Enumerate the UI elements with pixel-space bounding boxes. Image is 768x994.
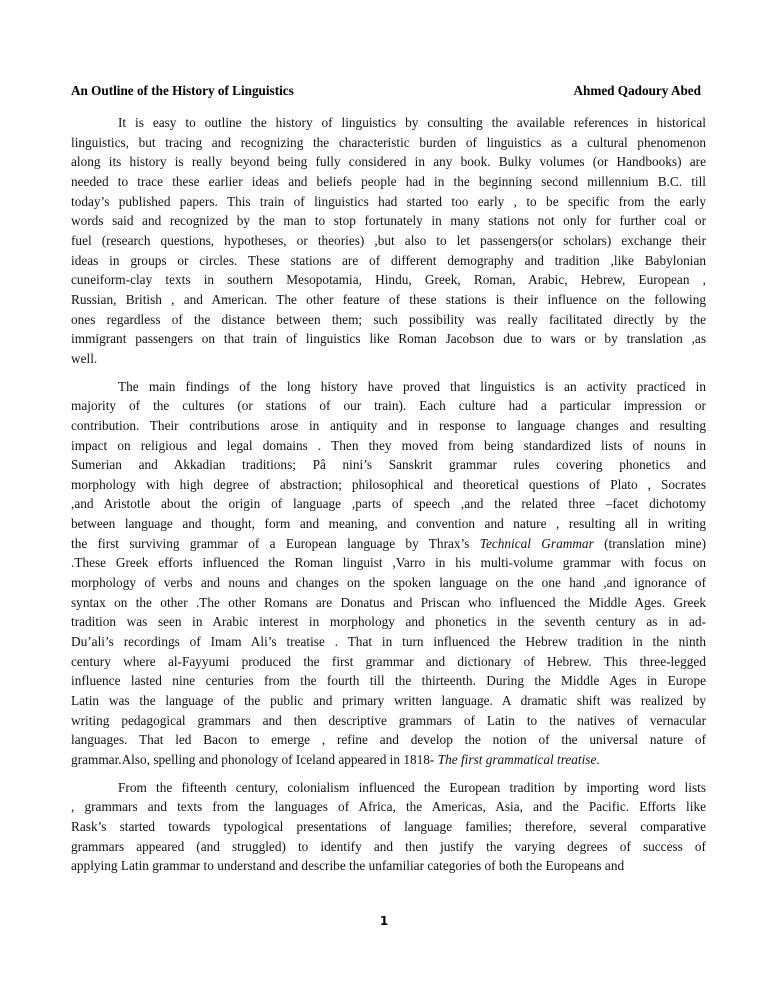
text-line: grammar.Also, spelling and phonology of Iceland appeared in 1818- The first grammatical treatise. (71, 752, 600, 767)
page-number: 1 (379, 914, 389, 928)
text-line: writing pedagogical grammars and then descriptive grammars of Latin to the natives of vernacular (71, 712, 706, 728)
text-line: Rask’s started towards typological presentations of language families; therefore, several comparative (71, 818, 706, 834)
page-header (71, 83, 701, 101)
text-line: influence lasted nine centuries from the fourth till the thirteenth. During the Middle Ages in Europe (71, 673, 706, 689)
text-line: linguistics, but tracing and recognizing the characteristic burden of linguistics as a cultural phenomenon (71, 134, 706, 150)
text-line: between language and thought, form and meaning, and convention and nature , resulting all in writing (71, 516, 706, 532)
italic-title: Technical Grammar (479, 535, 594, 551)
text-line: today’s published papers. This train of linguistics had started too early , to be specific from the early (71, 193, 706, 209)
text-line: It is easy to outline the history of linguistics by consulting the available references in historical (118, 115, 706, 130)
paragraph (71, 377, 706, 770)
text-line: syntax on the other .The other Romans are Donatus and Priscan who influenced the Middle Ages. Greek (71, 594, 706, 610)
text-line: well. (71, 350, 98, 366)
text-line: needed to trace these earlier ideas and beliefs people had in the beginning second millennium B.C. till (71, 173, 706, 189)
text-line: The main findings of the long history have proved that linguistics is an activity practiced in (118, 378, 706, 394)
text-line: Sumerian and Akkadian traditions; Pâ nini’s Sanskrit grammar rules covering phonetics and (71, 457, 706, 473)
text-line: morphology with high degree of abstraction; philosophical and theoretical questions of Plato , Socrates (71, 476, 706, 492)
text-line: fuel (research questions, hypotheses, or theories) ,but also to let passengers(or scholars) exchange their (71, 232, 706, 248)
text-line: immigrant passengers on that train of linguistics like Roman Jacobson due to wars or by translation ,as (71, 331, 706, 347)
text-line: impact on religious and legal domains . Then they moved from being standardized lists of nouns in (71, 437, 706, 453)
text-line: contribution. Their contributions arose in antiquity and in response to language changes and resulting (71, 417, 706, 433)
text-line: .These Greek efforts influenced the Roman linguist ,Varro in his multi-volume grammar with focus on (71, 555, 706, 571)
author-name: Ahmed Qadoury Abed (573, 83, 701, 98)
text-line: ideas in groups or circles. These stations are of different demography and tradition ,like Babylonian (71, 252, 706, 268)
text-line: Latin was the language of the public and primary written language. A dramatic shift was realized by (71, 693, 706, 709)
text-line: languages. That led Bacon to emerge , refine and develop the notion of the universal nature of (71, 732, 706, 748)
text-line: Du’ali’s recordings of Imam Ali’s treatise . That in turn influenced the Hebrew tradition in the ninth (71, 634, 706, 650)
text-line: along its history is really beyond being fully considered in any book. Bulky volumes (or Handbooks) are (71, 154, 706, 170)
document-title: An Outline of the History of Linguistics (71, 83, 294, 98)
document-body (71, 113, 706, 884)
text-line: the first surviving grammar of a European language by Thrax’s Technical Grammar (translation mine) (71, 535, 706, 551)
paragraph (71, 113, 706, 369)
text-line: Russian, British , and American. The other feature of these stations is their influence on the following (71, 291, 706, 307)
text-line: ,and Aristotle about the origin of language ,parts of speech ,and the related three –facet dichotomy (71, 496, 706, 512)
italic-title: The first grammatical treatise (437, 752, 597, 767)
text-line: morphology of verbs and nouns and changes on the spoken language on the one hand ,and ignorance of (71, 575, 706, 591)
text-line: cuneiform-clay texts in southern Mesopotamia, Hindu, Greek, Roman, Arabic, Hebrew, European , (71, 272, 706, 288)
text-line: grammars appeared (and struggled) to identify and then justify the varying degrees of success of (71, 838, 706, 854)
text-line: words said and recognized by the man to stop fortunately in many stations not only for further coal or (71, 213, 706, 229)
paragraph (71, 778, 706, 876)
text-line: , grammars and texts from the languages of Africa, the Americas, Asia, and the Pacific. Efforts like (71, 799, 706, 815)
text-line: century where al-Fayyumi produced the first grammar and dictionary of Hebrew. This three-legged (71, 653, 706, 669)
text-line: applying Latin grammar to understand and describe the unfamiliar categories of both the Europeans and (71, 858, 625, 874)
text-line: majority of the cultures (or stations of our train). Each culture had a particular impression or (71, 398, 706, 414)
text-line: tradition was seen in Arabic interest in morphology and phonetics in the seventh century as in ad- (71, 614, 706, 630)
text-line: From the fifteenth century, colonialism influenced the European tradition by importing word lists (118, 779, 706, 795)
text-line: ones regardless of the distance between them; such possibility was really facilitated directly by the (71, 311, 706, 327)
